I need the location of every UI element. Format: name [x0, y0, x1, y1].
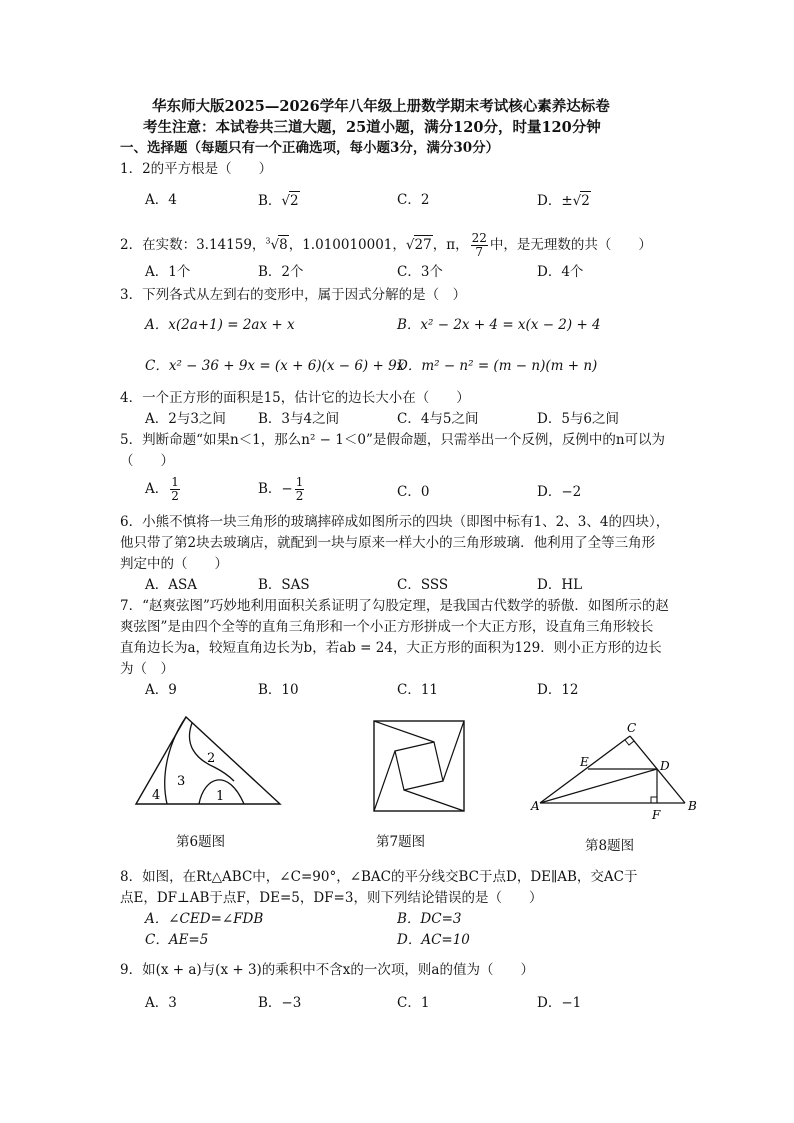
- q6-option-d: D．HL: [537, 577, 583, 593]
- section-heading: 一、选择题（每题只有一个正确选项，每小题3分，满分30分）: [120, 140, 500, 156]
- fig6-piece-1: 1: [216, 789, 225, 804]
- question-3-stem: 3．下列各式从左到右的变形中，属于因式分解的是（ ）: [120, 287, 467, 303]
- q5-option-d: D．−2: [537, 484, 582, 500]
- q3-option-c: C．x² − 36 + 9x = (x + 6)(x − 6) + 9x: [145, 358, 405, 374]
- fig7-outer-square: [374, 721, 464, 811]
- figure-7-zhao-shuang-diagram: [373, 720, 465, 812]
- question-2-stem: 2．在实数：3.14159，$^3$√8，1.010010001，√27，π， $\frac{22}{7}$ 中，是无理数的共（ ）: [120, 231, 652, 259]
- question-7-line-1: 7．“赵爽弦图”巧妙地利用面积关系证明了勾股定理，是我国古代数学的骄傲．如图所示的赵: [120, 598, 669, 614]
- question-4-stem: 4．一个正方形的面积是15，估计它的边长大小在（ ）: [120, 390, 470, 406]
- q2-option-a: A．1个: [145, 264, 191, 280]
- fig6-piece-4: 4: [152, 788, 161, 803]
- fig8-point-f: F: [652, 808, 661, 822]
- exam-notice: 考生注意：本试卷共三道大题，25道小题，满分120分，时量120分钟: [143, 119, 601, 136]
- q3-option-a: A．x(2a+1) = 2ax + x: [145, 317, 295, 333]
- q2-cbrt-radicand: 8: [279, 237, 288, 253]
- q2-option-d: D．4个: [537, 264, 584, 280]
- question-8-line-2: 点E，DF⊥AB于点F，DE=5，DF=3，则下列结论错误的是（ ）: [120, 890, 543, 906]
- q7-option-d: D．12: [537, 682, 579, 698]
- q9-option-a: A．3: [145, 995, 177, 1011]
- figure-6-broken-glass: [134, 715, 284, 810]
- q8-option-c: C．AE=5: [145, 932, 209, 948]
- figure-8-caption: 第8题图: [585, 838, 635, 854]
- q4-option-a: A．2与3之间: [145, 411, 226, 427]
- question-7-line-2: 爽弦图”是由四个全等的直角三角形和一个小正方形拼成一个大正方形，设直角三角形较长: [120, 619, 654, 635]
- q9-option-b: B．−3: [258, 995, 302, 1011]
- fig8-point-b: B: [688, 799, 697, 813]
- fig8-point-a: A: [531, 799, 540, 813]
- q6-option-b: B．SAS: [258, 577, 310, 593]
- question-5-line-2: （ ）: [120, 453, 174, 469]
- q6-option-a: A．ASA: [145, 577, 197, 593]
- q4-option-d: D．5与6之间: [537, 411, 620, 427]
- q2-cbrt-index: 3: [265, 236, 271, 246]
- q1-option-c: C．2: [397, 192, 430, 208]
- fig7-inner-square: [395, 742, 443, 790]
- q9-option-c: C．1: [397, 995, 430, 1011]
- q4-option-b: B．3与4之间: [258, 411, 340, 427]
- q7-option-a: A．9: [145, 682, 177, 698]
- question-8-line-1: 8．如图，在Rt△ABC中，∠C=90°，∠BAC的平分线交BC于点D，DE∥AB，交AC于: [120, 869, 638, 885]
- fig6-piece-3: 3: [177, 774, 186, 789]
- fig6-piece-2: 2: [207, 751, 216, 766]
- question-7-line-4: 为（ ）: [120, 661, 174, 677]
- question-9-stem: 9．如(x + a)与(x + 3)的乘积中不含x的一次项，则a的值为（ ）: [120, 962, 534, 978]
- q1-d-radicand: 2: [581, 193, 590, 209]
- figure-6-caption: 第6题图: [176, 834, 226, 850]
- q3-option-d: D．m² − n² = (m − n)(m + n): [397, 358, 598, 374]
- question-7-line-3: 直角边长为a，较短直角边长为b，若ab = 24，大正方形的面积为129．则小正方形的边长: [120, 640, 662, 656]
- q2-sqrt-radicand: 27: [414, 237, 432, 253]
- fig6-crack-1: [165, 717, 186, 804]
- exam-title: 华东师大版2025—2026学年八年级上册数学期末考试核心素养达标卷: [152, 98, 610, 115]
- question-6-line-3: 判定中的（ ）: [120, 556, 228, 572]
- question-6-line-1: 6．小熊不慎将一块三角形的玻璃摔碎成如图所示的四块（即图中标有1、2、3、4的四块），: [120, 514, 670, 530]
- q5-option-c: C．0: [397, 484, 430, 500]
- q2-option-b: B．2个: [258, 264, 304, 280]
- q1-option-b: B．√2: [258, 193, 299, 209]
- q8-option-b: B．DC=3: [397, 911, 462, 927]
- fig8-point-e: E: [580, 755, 589, 769]
- q4-option-c: C．4与5之间: [397, 411, 479, 427]
- q8-option-d: D．AC=10: [397, 932, 470, 948]
- figure-7-caption: 第7题图: [376, 834, 426, 850]
- q2-fraction: $\frac{22}{7}$: [471, 231, 487, 259]
- question-6-line-2: 他只带了第2块去玻璃店，就配到一块与原来一样大小的三角形玻璃．他利用了全等三角形: [120, 535, 656, 551]
- q7-option-b: B．10: [258, 682, 299, 698]
- q8-option-a: A．∠CED=∠FDB: [145, 911, 264, 927]
- figure-8-right-triangle: [530, 720, 700, 825]
- q1-option-a: A．4: [145, 192, 177, 208]
- question-1-stem: 1．2的平方根是（ ）: [120, 161, 273, 177]
- q9-option-d: D．−1: [537, 995, 582, 1011]
- fig8-point-d: D: [660, 759, 670, 773]
- q1-b-radicand: 2: [290, 193, 299, 209]
- q7-option-c: C．11: [397, 682, 439, 698]
- question-5-line-1: 5．判断命题“如果n＜1，那么n² − 1＜0”是假命题，只需举出一个反例，反例中的n可以为: [120, 432, 666, 448]
- q5-option-a: A． $\frac{1}{2}$: [145, 475, 179, 503]
- q1-option-d: D．±√2: [537, 193, 590, 209]
- q3-option-b: B．x² − 2x + 4 = x(x − 2) + 4: [397, 317, 601, 333]
- q2-option-c: C．3个: [397, 264, 443, 280]
- q5-option-b: B．− $\frac{1}{2}$: [258, 475, 304, 503]
- q6-option-c: C．SSS: [397, 577, 449, 593]
- fig8-point-c: C: [627, 721, 637, 735]
